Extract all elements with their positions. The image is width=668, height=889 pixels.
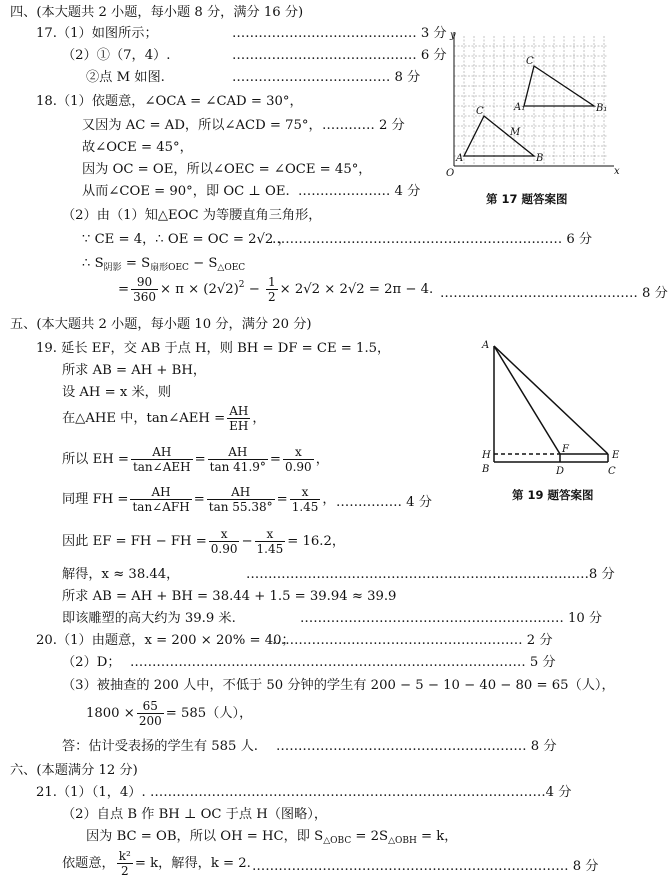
q19-line-8: 解得，x ≈ 38.44， [62, 567, 180, 582]
q20-line-1-score: ………………………………………………… 2 分 [272, 633, 553, 648]
q20-line-5-score: ………………………………………………… 8 分 [276, 739, 557, 754]
q18-line-9-score: ……………………………………… 8 分 [440, 286, 668, 301]
q19-line-5: 所以 EH = AH tan∠AEH = $\frac{AH}{\tan 41.9^\circ}$ = $\frac{x}{0.90}$ ， [62, 445, 329, 474]
q19-line-6-score: …………… 4 分 [336, 495, 432, 510]
q18-line-5: 从而∠COE = 90°，即 OC ⊥ OE. [82, 184, 290, 199]
fig17-label-x: x [614, 166, 620, 177]
fig19-label-a: A [482, 340, 490, 351]
q17-line-2-score: …………………………………… 6 分 [232, 48, 447, 63]
q18-line-3: 故∠OCE = 45°， [82, 140, 193, 155]
q21-line-4-score: ……………………………………………………………… 8 分 [252, 859, 599, 874]
fig17-label-a1: A₁ [514, 102, 526, 113]
q19-line-9: 所求 AB = AH + BH = 38.44 + 1.5 = 39.94 ≈ 39.9 [62, 589, 397, 604]
fig17-label-b: B [536, 153, 544, 164]
fig19-label-c: C [608, 466, 616, 477]
q17-line-3-score: ……………………………… 8 分 [232, 70, 421, 85]
q21-line-1-score: ………………………………………………………………………………4 分 [150, 785, 572, 800]
figure-17 [428, 28, 632, 188]
q21-line-2: （2）自点 B 作 BH ⊥ OC 于点 H（图略）， [62, 807, 328, 822]
q19-line-2: 所求 AB = AH + BH， [62, 363, 207, 378]
section-5-header: 五、(本大题共 2 小题，每小题 10 分，满分 20 分) [10, 317, 312, 332]
q20-line-3: （3）被抽查的 200 人中，不低于 50 分钟的学生有 200 − 5 − 10 − 40 − 80 = 65（人）， [62, 678, 615, 693]
q19-line-7: 因此 EF = FH − FH = $\frac{x}{0.90}$ − $\frac{x}{1.45}$ = 16.2， [62, 527, 346, 556]
fig17-label-m: M [510, 127, 521, 138]
fig17-label-c1: C [526, 56, 534, 67]
q19-line-4: 在△AHE 中，tan∠AEH = $\frac{AH}{EH}$ ， [62, 404, 266, 433]
q18-line-9: = $\frac{90}{360}$ × $\pi \times (2√2)^2$ − $\frac{1}{2}$ × 2√2 × 2√2 = 2π − 4. [118, 275, 434, 304]
q18-line-5-score: ………………… 4 分 [298, 184, 421, 199]
q18-line-7: ∵ CE = 4，∴ OE = OC = 2√2 ， [82, 232, 291, 247]
figure-17-caption: 第 17 题答案图 [486, 192, 568, 206]
q17-line-1-score: …………………………………… 3 分 [232, 26, 447, 41]
fig19-label-f: F [562, 444, 569, 455]
q19-line-6: 同理 FH = AH tan∠AFH = $\frac{AH}{\tan 55.38^\circ}$ = $\frac{x}{1.45}$ ， [62, 485, 336, 514]
q21-line-1: 21.（1）（1，4）. [36, 785, 146, 800]
q20-line-2-score: ……………………………………………………………………………… 5 分 [130, 655, 556, 670]
q19-line-3: 设 AH = x 米，则 [62, 385, 172, 400]
q19-line-1: 19. 延长 EF，交 AB 于点 H，则 BH = DF = CE = 1.5， [36, 341, 391, 356]
section-6-header: 六、(本题满分 12 分) [10, 763, 138, 778]
fig19-label-b: B [482, 464, 490, 475]
q17-line-1: 17.（1）如图所示； [36, 26, 158, 41]
figure-19-caption: 第 19 题答案图 [512, 488, 594, 502]
section-4-header: 四、(本大题共 2 小题，每小题 8 分，满分 16 分) [10, 5, 304, 20]
q19-line-10: 即该雕塑的高大约为 39.9 米. [62, 611, 236, 626]
q20-line-4: 1800 × $\frac{65}{200}$ = 585（人）， [86, 699, 253, 728]
q21-line-4: 依题意， $\frac{\text{k²}}{2}$ = k，解得，k = 2. [62, 849, 251, 878]
fig17-label-b1: B₁ [596, 103, 608, 114]
fig19-line-ae [494, 346, 608, 454]
fig19-label-d: D [556, 466, 565, 477]
q20-line-2: （2）D； [62, 655, 121, 670]
q18-line-8: ∴ $S_{阴影} = S_{扇形OEC} - S_{\triangle OEC}$ [82, 256, 246, 273]
figure-19 [476, 336, 632, 486]
q18-line-6: （2）由（1）知△EOC 为等腰直角三角形， [62, 208, 322, 223]
fig17-triangle-abc [464, 116, 534, 156]
q20-line-1: 20.（1）由题意，x = 200 × 20% = 40； [36, 633, 295, 648]
q18-line-1: 18.（1）依题意，∠OCA = ∠CAD = 30°， [36, 94, 303, 109]
q21-line-3: 因为 BC = OB，所以 OH = HC，即 $S_{\triangle OBC} = 2S_{\triangle OBH} = k$， [86, 829, 458, 846]
q17-line-2: （2）①（7，4）. [62, 48, 171, 63]
fig17-label-o: O [446, 168, 455, 179]
fig19-label-h: H [482, 450, 491, 461]
fig17-label-y: y [450, 30, 456, 41]
fig19-label-e: E [612, 450, 620, 461]
q18-line-7-score: ………………………………………………………… 6 分 [272, 232, 593, 247]
q20-line-5: 答：估计受表扬的学生有 585 人. [62, 739, 258, 754]
q19-line-8-score: ……………………………………………………………………8 分 [246, 567, 615, 582]
q17-line-3: ②点 M 如图. [86, 70, 165, 85]
fig17-label-c: C [476, 106, 484, 117]
q18-line-2: 又因为 AC = AD，所以∠ACD = 75°， [82, 118, 322, 133]
q18-line-2-score: ………… 2 分 [322, 118, 405, 133]
q18-line-4: 因为 OC = OE，所以∠OEC = ∠OCE = 45°， [82, 162, 372, 177]
fig17-label-a: A [456, 153, 464, 164]
q19-line-10-score: …………………………………………………… 10 分 [300, 611, 603, 626]
